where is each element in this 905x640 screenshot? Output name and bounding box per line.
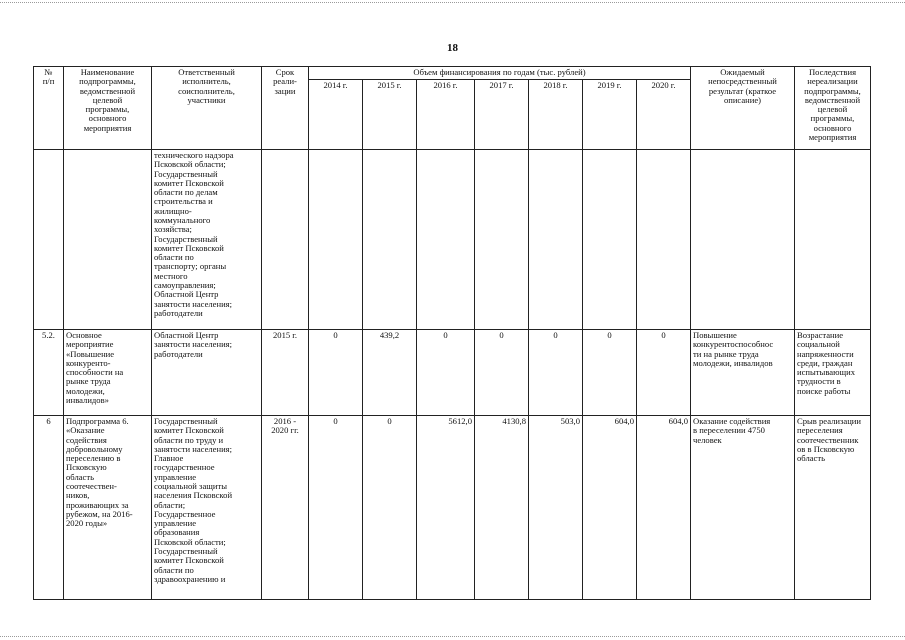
row-consequences: Срыв реализации переселения соотечественник ов в Псковскую область: [795, 416, 871, 600]
header-consequences: Последствия нереализации подпрограммы, ведомственной целевой программы, основного мероприятия: [795, 67, 871, 150]
header-year: 2014 г.: [309, 80, 363, 150]
row-value: 503,0: [529, 416, 583, 600]
header-term: Срок реали- зации: [262, 67, 309, 150]
header-year: 2015 г.: [363, 80, 417, 150]
table-row: [34, 416, 871, 600]
row-value: 604,0: [583, 416, 637, 600]
row-term: [262, 150, 309, 330]
row-num: [34, 150, 64, 330]
row-responsible: Областной Центр занятости населения; работодатели: [152, 330, 262, 416]
row-value: [583, 150, 637, 330]
row-term: 2015 г.: [262, 330, 309, 416]
financing-table: [33, 66, 871, 600]
scan-edge-bottom: [0, 636, 905, 637]
page-number: 18: [447, 42, 458, 54]
row-value: 0: [417, 330, 475, 416]
row-value: 0: [637, 330, 691, 416]
header-year: 2016 г.: [417, 80, 475, 150]
row-value: 439,2: [363, 330, 417, 416]
header-year: 2020 г.: [637, 80, 691, 150]
row-consequences: [795, 150, 871, 330]
header-year: 2017 г.: [475, 80, 529, 150]
row-value: [417, 150, 475, 330]
row-result: Повышение конкурентоспособнос ти на рынке труда молодежи, инвалидов: [691, 330, 795, 416]
row-value: [637, 150, 691, 330]
table-row: [34, 150, 871, 330]
row-term: 2016 - 2020 гг.: [262, 416, 309, 600]
row-value: [475, 150, 529, 330]
header-result: Ожидаемый непосредственный результат (краткое описание): [691, 67, 795, 150]
row-responsible: Государственный комитет Псковской области по труду и занятости населения; Главное государственное управление социальной защиты населения Псковской области; Государственное управление образования Псковской области; Государственный комитет Псковской области по здравоохранению и: [152, 416, 262, 600]
header-responsible: Ответственный исполнитель, соисполнитель, участники: [152, 67, 262, 150]
header-year: 2019 г.: [583, 80, 637, 150]
row-name: [64, 150, 152, 330]
scan-edge-top: [0, 2, 905, 3]
row-value: 4130,8: [475, 416, 529, 600]
row-consequences: Возрастание социальной напряженности среди, граждан испытывающих трудности в поиске работы: [795, 330, 871, 416]
row-value: 0: [309, 330, 363, 416]
row-num: 5.2.: [34, 330, 64, 416]
row-value: 0: [309, 416, 363, 600]
row-value: 604,0: [637, 416, 691, 600]
header-year: 2018 г.: [529, 80, 583, 150]
table-row: [34, 330, 871, 416]
row-num: 6: [34, 416, 64, 600]
row-value: [529, 150, 583, 330]
row-value: [363, 150, 417, 330]
row-value: [309, 150, 363, 330]
row-value: 0: [475, 330, 529, 416]
row-result: Оказание содействия в переселении 4750 человек: [691, 416, 795, 600]
header-name: Наименование подпрограммы, ведомственной целевой программы, основного мероприятия: [64, 67, 152, 150]
header-funding: Объем финансирования по годам (тыс. рублей): [309, 67, 691, 80]
row-value: 0: [583, 330, 637, 416]
header-num: № п/п: [34, 67, 64, 150]
row-value: 5612,0: [417, 416, 475, 600]
row-result: [691, 150, 795, 330]
row-responsible: технического надзора Псковской области; Государственный комитет Псковской области по делам строительства и жилищно- коммунального хозяйства; Государственный комитет Псковской области по транспорту; органы местного самоуправления; Областной Центр занятости населения; работодатели: [152, 150, 262, 330]
row-name: Основное мероприятие «Повышение конкуренто- способности на рынке труда молодежи, инвалидов»: [64, 330, 152, 416]
row-name: Подпрограмма 6. «Оказание содействия добровольному переселению в Псковскую область соотечествен- ников, проживающих за рубежом, на 2016- 2020 годы»: [64, 416, 152, 600]
row-value: 0: [529, 330, 583, 416]
row-value: 0: [363, 416, 417, 600]
